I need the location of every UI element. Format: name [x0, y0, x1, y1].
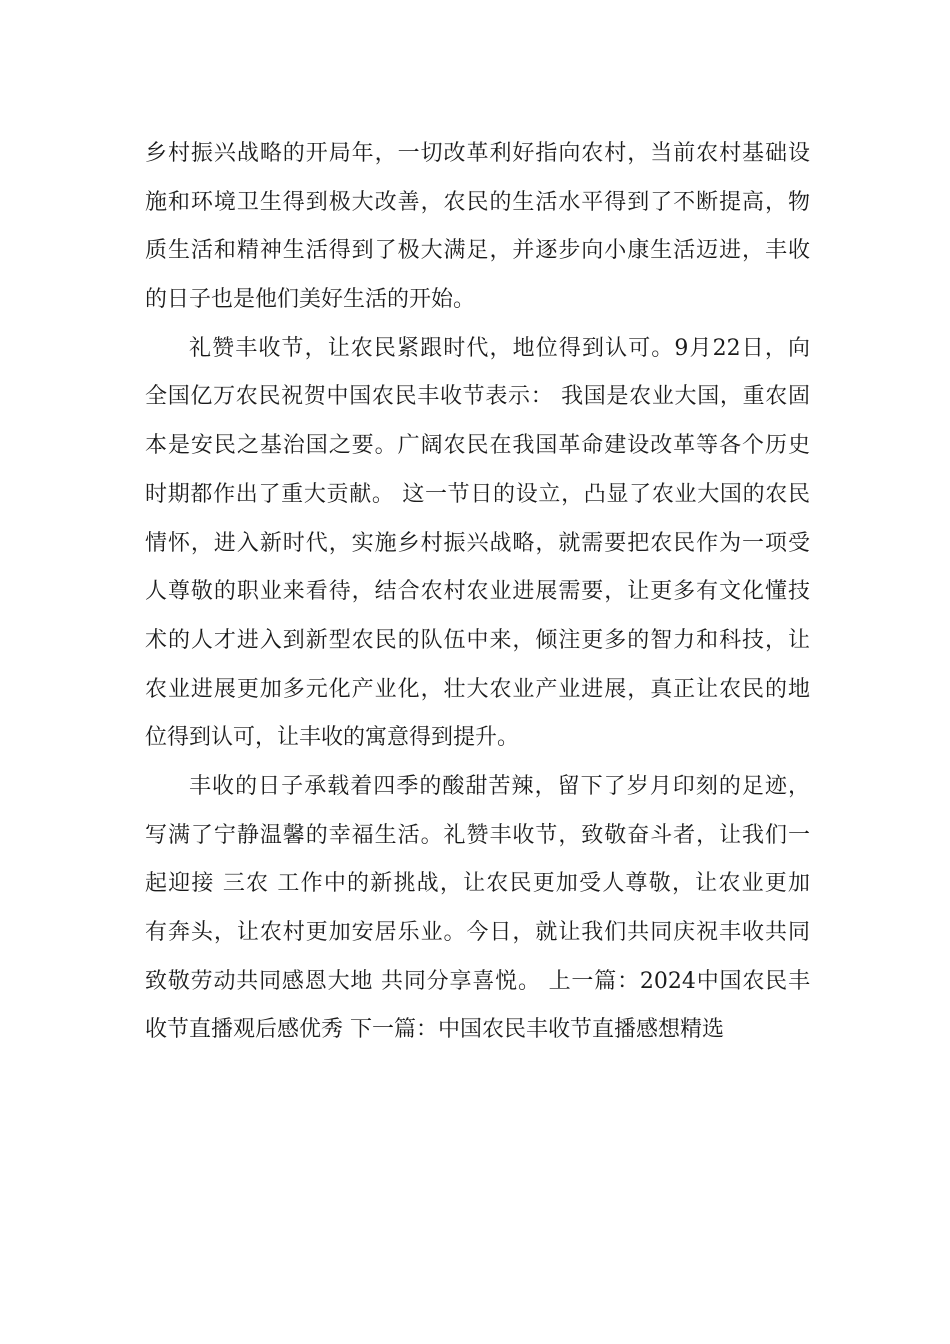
text-line: 农业进展更加多元化产业化，壮大农业产业进展，真正让农民的地 — [145, 676, 810, 702]
text-line: 时期都作出了重大贡献。 这一节日的设立，凸显了农业大国的农民 — [145, 481, 810, 507]
text-line: 人尊敬的职业来看待，结合农村农业进展需要，让更多有文化懂技 — [145, 579, 810, 605]
text-line: 位得到认可，让丰收的寓意得到提升。 — [145, 725, 520, 751]
text-line: 情怀，进入新时代，实施乡村振兴战略，就需要把农民作为一项受 — [145, 530, 810, 556]
text-line: 写满了宁静温馨的幸福生活。礼赞丰收节，致敬奋斗者，让我们一 — [145, 822, 810, 848]
body-text — [145, 130, 810, 1055]
text-line: 丰收的日子承载着四季的酸甜苦辣，留下了岁月印刻的足迹， — [189, 773, 810, 799]
text-line: 礼赞丰收节，让农民紧跟时代，地位得到认可。9月22日，向 — [189, 335, 810, 361]
text-line: 收节直播观后感优秀 下一篇：中国农民丰收节直播感想精选 — [145, 1017, 724, 1043]
text-line: 术的人才进入到新型农民的队伍中来，倾注更多的智力和科技，让 — [145, 627, 810, 653]
text-line: 全国亿万农民祝贺中国农民丰收节表示： 我国是农业大国，重农固 — [145, 384, 810, 410]
text-line: 施和环境卫生得到极大改善，农民的生活水平得到了不断提高，物 — [145, 189, 810, 215]
text-line: 有奔头，让农村更加安居乐业。今日，就让我们共同庆祝丰收共同 — [145, 920, 810, 945]
text-line: 乡村振兴战略的开局年，一切改革利好指向农村，当前农村基础设 — [145, 141, 810, 166]
text-line: 致敬劳动共同感恩大地 共同分享喜悦。 上一篇：2024中国农民丰 — [145, 968, 810, 994]
text-line: 起迎接 三农 工作中的新挑战，让农民更加受人尊敬，让农业更加 — [145, 871, 810, 897]
text-line: 的日子也是他们美好生活的开始。 — [145, 287, 476, 313]
text-line: 质生活和精神生活得到了极大满足，并逐步向小康生活迈进，丰收 — [145, 238, 810, 264]
text-line: 本是安民之基治国之要。广阔农民在我国革命建设改革等各个历史 — [145, 433, 810, 459]
